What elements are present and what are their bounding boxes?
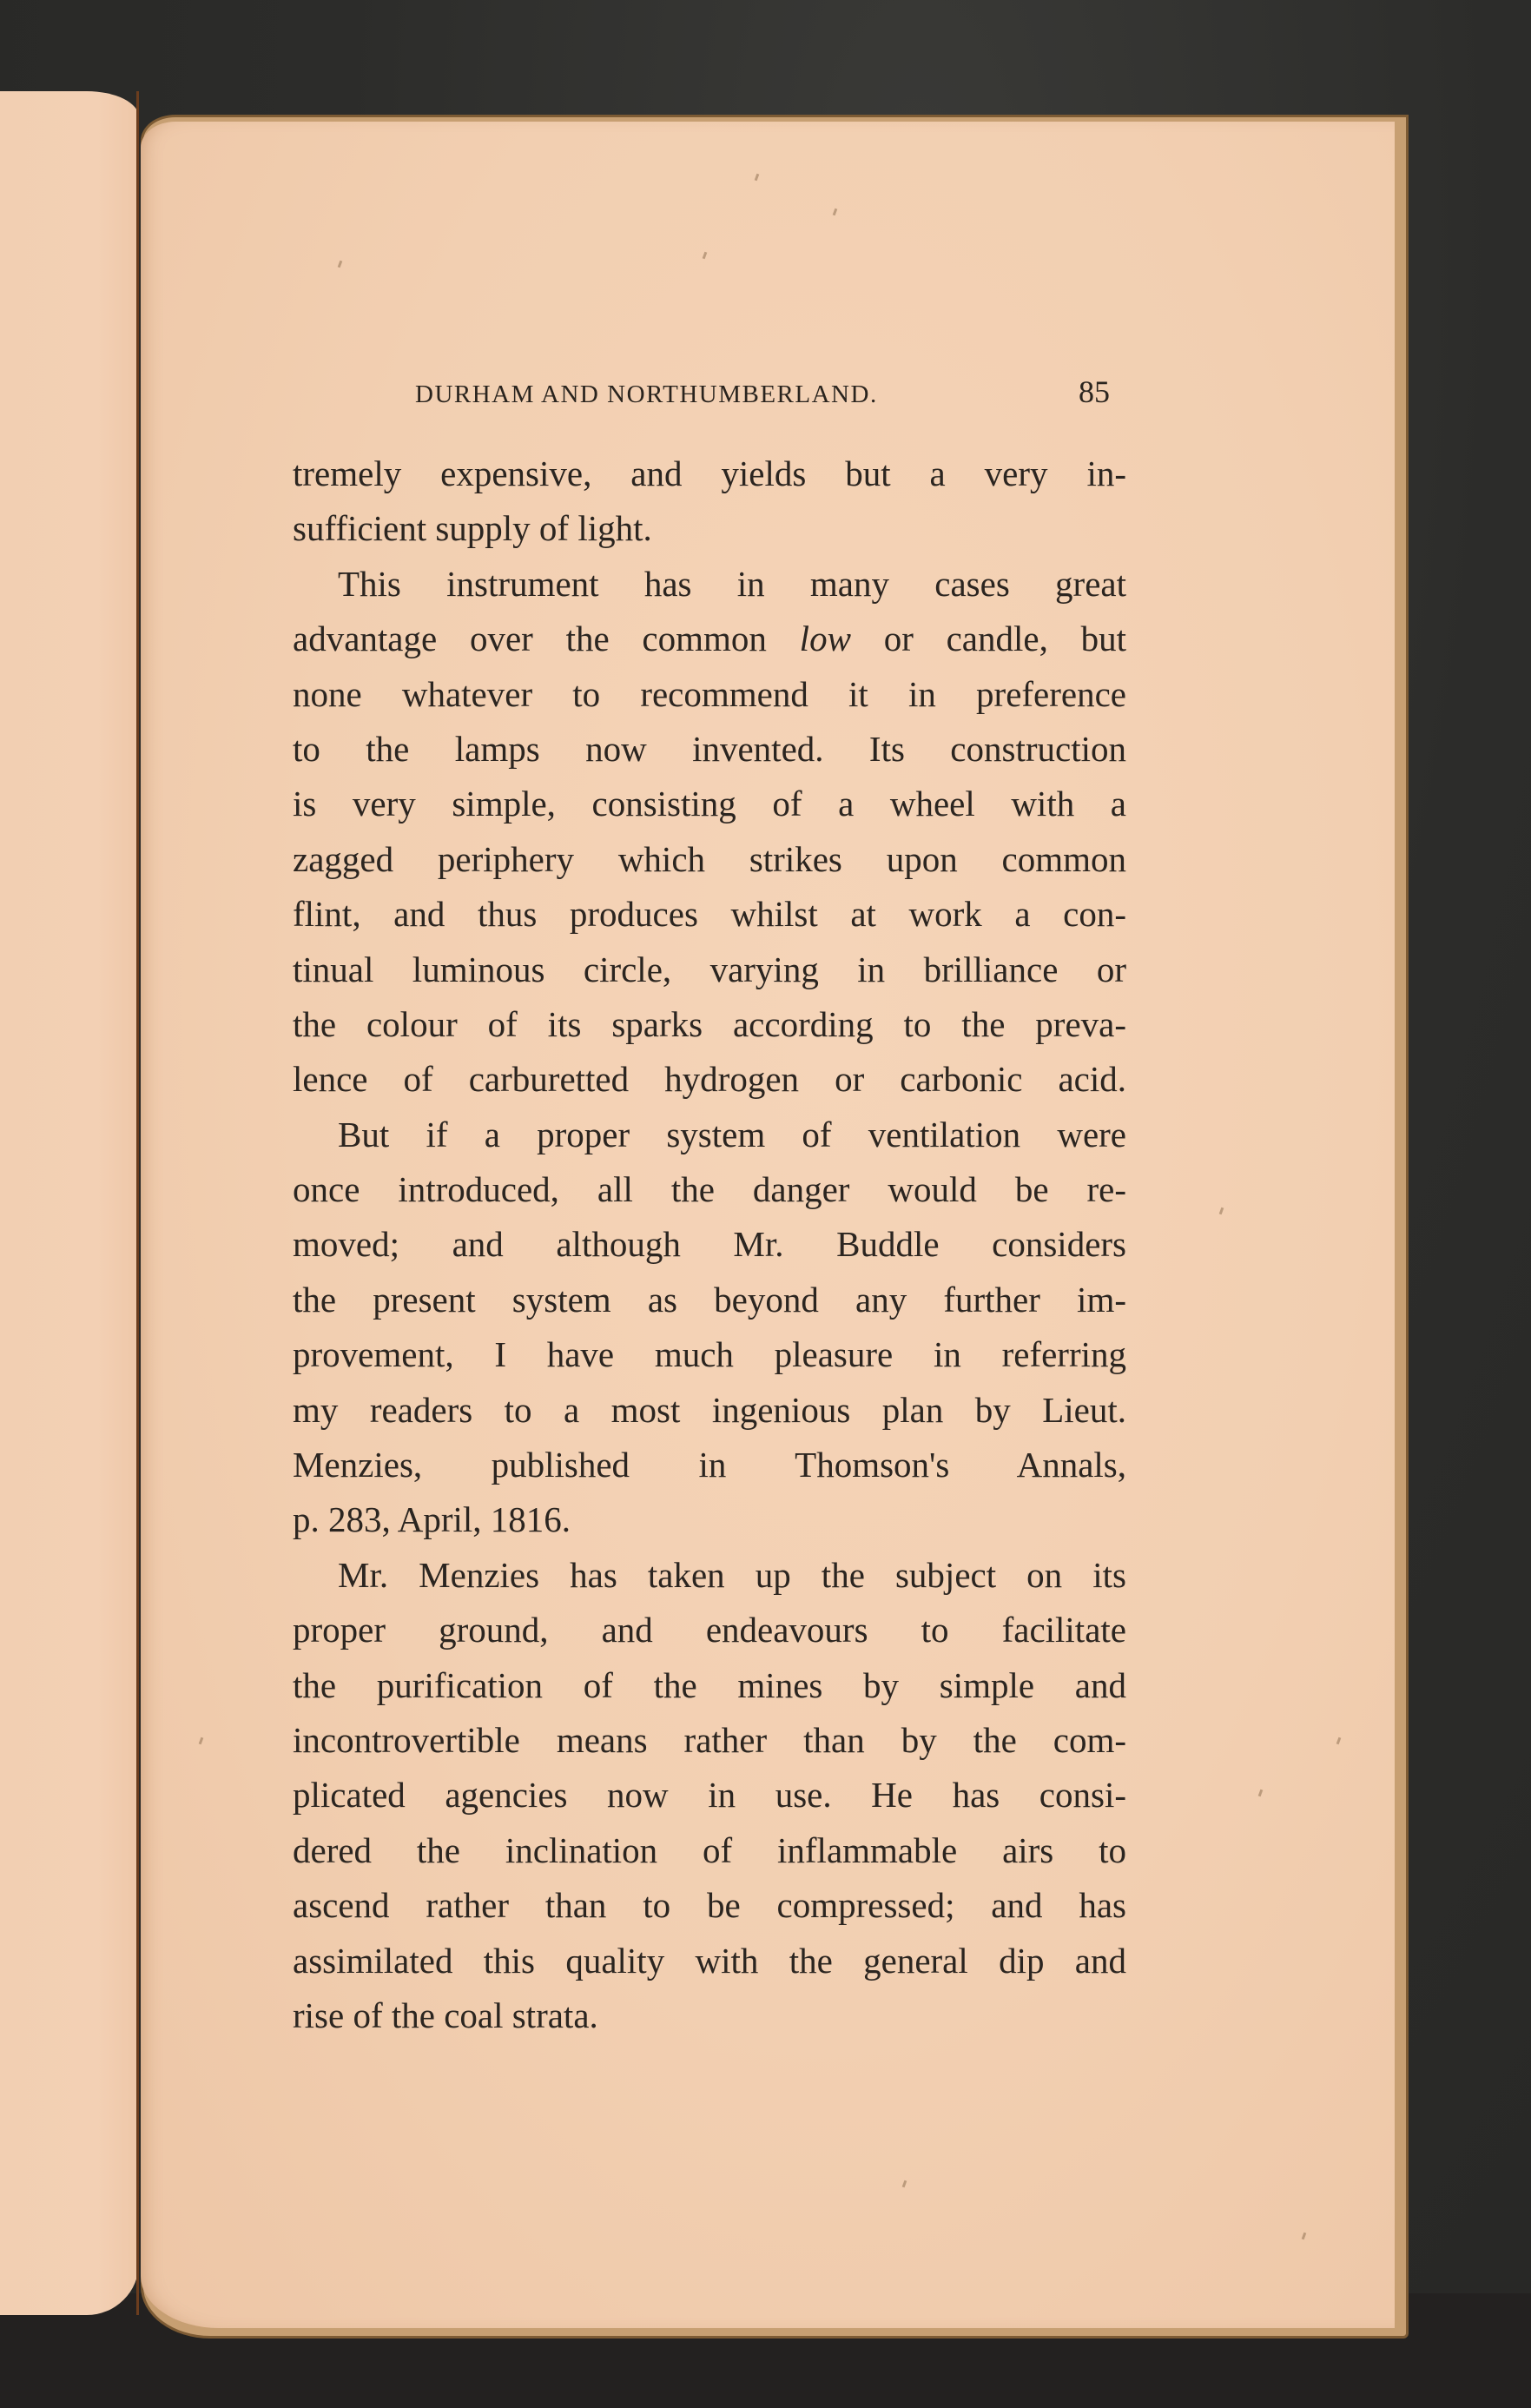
page-number: 85 xyxy=(1079,374,1110,409)
text-line: incontrovertible means rather than by the com- xyxy=(293,1719,1126,1760)
text-line: tremely expensive, and yields but a very in- xyxy=(293,453,1126,493)
text-line: my readers to a most ingenious plan by Lieut. xyxy=(293,1389,1126,1430)
text-line: rise of the coal strata. xyxy=(293,1995,598,2035)
text-line: proper ground, and endeavours to facilitate xyxy=(293,1610,1126,1651)
text-line: lence of carburetted hydrogen or carbonic acid. xyxy=(293,1059,1126,1100)
facing-page-left xyxy=(0,91,139,2315)
text-line: This instrument has in many cases great xyxy=(338,563,1126,604)
text-line: assimilated this quality with the general dip and xyxy=(293,1940,1126,1981)
text-run: or candle, but xyxy=(850,619,1126,659)
text-line: the present system as beyond any further im- xyxy=(293,1279,1126,1320)
text-line: dered the inclination of inflammable airs to xyxy=(293,1829,1126,1870)
text-line: ascend rather than to be compressed; and has xyxy=(293,1885,1126,1926)
text-line: is very simple, consisting of a wheel with a xyxy=(293,784,1126,824)
book-gutter xyxy=(136,91,139,2315)
text-line: Mr. Menzies has taken up the subject on its xyxy=(338,1554,1126,1595)
body-text xyxy=(293,447,1126,2043)
text-line: plicated agencies now in use. He has consi- xyxy=(293,1775,1126,1816)
text-run: advantage over the common xyxy=(293,619,800,659)
text-line xyxy=(293,612,1126,666)
text-line: Menzies, published in Thomson's Annals, xyxy=(293,1445,1126,1485)
text-line: sufficient supply of light. xyxy=(293,508,652,549)
text-line: But if a proper system of ventilation were xyxy=(338,1114,1126,1154)
running-head: DURHAM AND NORTHUMBERLAND. xyxy=(415,380,878,408)
text-line: tinual luminous circle, varying in brilliance or xyxy=(293,949,1126,989)
text-line: moved; and although Mr. Buddle considers xyxy=(293,1224,1126,1265)
text-line: zagged periphery which strikes upon common xyxy=(293,838,1126,879)
text-line: once introduced, all the danger would be re- xyxy=(293,1169,1126,1210)
text-line: p. 283, April, 1816. xyxy=(293,1499,571,1540)
italic-word: low xyxy=(799,619,851,659)
text-line: to the lamps now invented. Its construction xyxy=(293,728,1126,769)
text-line: the purification of the mines by simple and xyxy=(293,1664,1126,1705)
text-line: provement, I have much pleasure in referring xyxy=(293,1334,1126,1375)
text-line: none whatever to recommend it in preference xyxy=(293,673,1126,714)
text-line: flint, and thus produces whilst at work a con- xyxy=(293,894,1126,935)
text-line: the colour of its sparks according to the preva- xyxy=(293,1003,1126,1044)
